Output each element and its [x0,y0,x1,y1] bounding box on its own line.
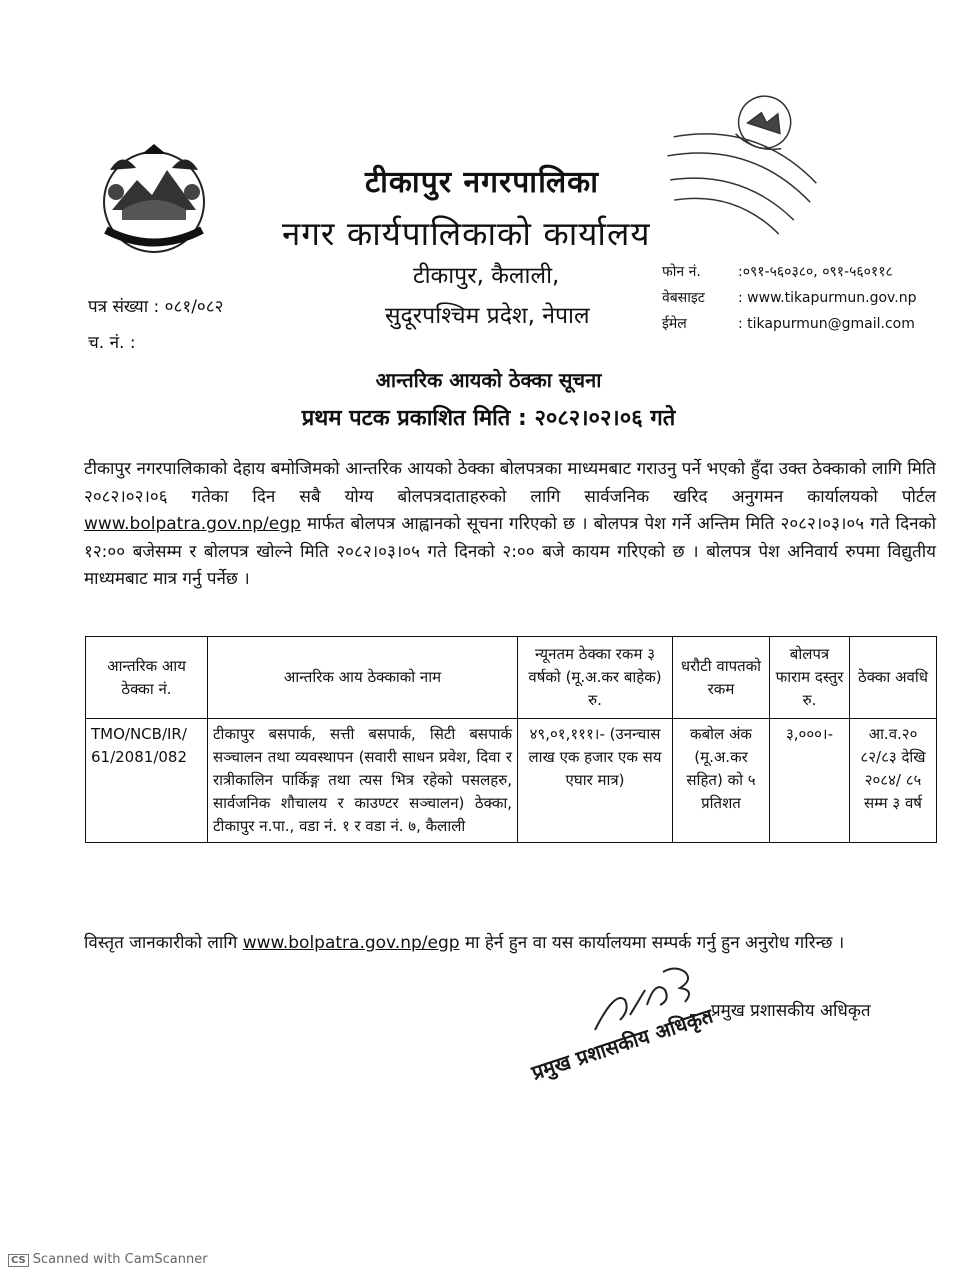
contract-table [85,636,937,843]
designation-stamp: प्रमुख प्रशासकीय अधिकृत [528,1003,716,1085]
col-header-contract-no: आन्तरिक आय ठेक्का नं. [86,637,208,719]
camscanner-watermark [8,1252,208,1267]
cell-form-fee: ३,०००।- [770,719,850,843]
col-header-deposit: धरौटी वापतको रकम [673,637,770,719]
website-label: वेबसाइट [662,290,705,306]
website-value: : www.tikapurmun.gov.np [738,290,917,306]
cell-min-amount: ४९,०१,१११।- (उनन्चास लाख एक हजार एक सय एघार मात्र) [518,719,673,843]
camscanner-label: Scanned with CamScanner [32,1252,208,1267]
letter-number: पत्र संख्या : ०८१/०८२ [88,297,224,317]
email-label: ईमेल [662,316,687,332]
address-line-2: सुदूरपश्चिम प्रदेश, नेपाल [385,303,590,329]
camscanner-logo-icon: CS [8,1254,29,1267]
notice-date: प्रथम पटक प्रकाशित मिति : २०८२।०२।०६ गते [301,406,676,431]
table-header-row [86,637,937,719]
signatory-title: प्रमुख प्रशासकीय अधिकृत [711,1001,871,1021]
cell-name: टीकापुर बसपार्क, सत्ती बसपार्क, सिटी बसपार्क सञ्चालन तथा व्यवस्थापन (सवारी साधन प्रवेश, दिवा र रात्रीकालिन पार्किङ्ग तथा त्यस भित्र रहेको पसलहरु, सार्वजनिक शौचालय र काउण्टर सञ्चालन) ठेक्का, टीकापुर न.पा., वडा नं. १ र वडा नं. ७, कैलाली [208,719,518,843]
contact-website [662,288,916,307]
contact-phone [662,262,893,281]
col-header-min-amount: न्यूनतम ठेक्का रकम ३ वर्षको (मू.अ.कर बाहेक) रु. [518,637,673,719]
footer-text-2: मा हेर्न हुन वा यस कार्यालयमा सम्पर्क गर्नु हुन अनुरोध गरिन्छ । [464,933,845,953]
phone-value: :०९१-५६०३८०, ०९१-५६०११८ [738,264,893,280]
phone-label: फोन नं. [662,264,701,280]
contact-email [662,314,915,333]
office-seal-stamp [660,80,830,240]
email-value: : tikapurmun@gmail.com [738,316,915,332]
footer-text-1: विस्तृत जानकारीको लागि [84,933,238,953]
org-name: टीकापुर नगरपालिका [365,165,599,200]
footer-note [84,928,936,959]
body-text-1: टीकापुर नगरपालिकाको देहाय बमोजिमको आन्तरिक आयको ठेक्का बोलपत्रका माध्यमबाट गराउनु पर्ने भएको हुँदा उक्त ठेक्काको लागि मिति २०८२।०२।०६ गतेका दिन सबै योग्य बोलपत्रदाताहरुको लागि सार्वजनिक खरिद अनुगमन कार्यालयको पोर्टल [84,459,936,507]
notice-body [84,456,936,594]
bolpatra-link[interactable]: www.bolpatra.gov.np/egp [84,514,301,534]
dispatch-number: च. नं. : [88,333,136,353]
col-header-name: आन्तरिक आय ठेक्काको नाम [208,637,518,719]
body-text-2: मार्फत बोलपत्र आह्वानको सूचना गरिएको छ । बोलपत्र पेश गर्ने अन्तिम मिति २०८२।०३।०५ गते दिनको १२:०० बजेसम्म र बोलपत्र खोल्ने मिति २०८२।०३।०५ गते दिनको २:०० बजे कायम गरिएको छ । बोलपत्र पेश अनिवार्य रुपमा विद्युतीय माध्यमबाट मात्र गर्नु पर्नेछ । [84,514,937,589]
col-header-duration: ठेक्का अवधि [850,637,937,719]
address-line-1: टीकापुर, कैलाली, [413,263,560,289]
cell-duration: आ.व.२० ८२/८३ देखि २०८४/ ८५ सम्म ३ वर्ष [850,719,937,843]
footer-bolpatra-link[interactable]: www.bolpatra.gov.np/egp [242,933,460,953]
cell-deposit: कबोल अंक (मू.अ.कर सहित) को ५ प्रतिशत [673,719,770,843]
nepal-emblem-icon [92,140,216,258]
col-header-form-fee: बोलपत्र फाराम दस्तुर रु. [770,637,850,719]
table-row [86,719,937,843]
cell-contract-no: TMO/NCB/IR/ 61/2081/082 [86,719,208,843]
notice-title: आन्तरिक आयको ठेक्का सूचना [375,368,602,392]
office-name: नगर कार्यपालिकाको कार्यालय [282,214,651,253]
